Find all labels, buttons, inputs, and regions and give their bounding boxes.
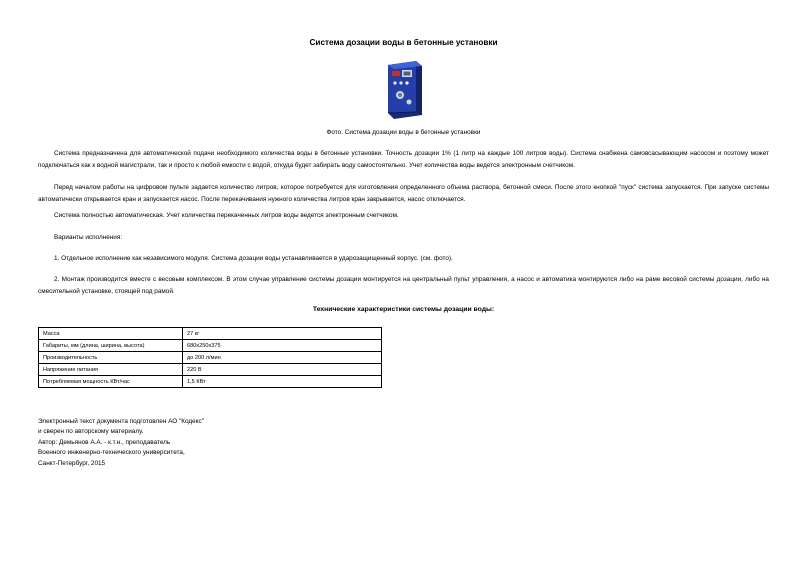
- spec-value: 220 В: [183, 364, 382, 376]
- spec-value: 1,5 КВт: [183, 376, 382, 388]
- document-footer: [38, 417, 204, 469]
- table-row: [39, 328, 382, 340]
- footer-line: Санкт-Петербург, 2015: [38, 459, 106, 467]
- footer-line: Автор: Демьянов А.А. - к.т.н., преподаватель: [38, 438, 171, 446]
- paragraph-purpose: Система предназначена для автоматической подачи необходимого количества воды в бетонные установки. Точность дозации 1% (1 литр на каждые 100 литров воды). Система снабжена самовсасывающим насосом и поэтому может подключаться как к водной магистрали, так и просто к любой емкости с водой, откуда будет забирать воду самостоятельно. Учет количества воды ведется электронным счетчиком.: [38, 150, 769, 169]
- document-title: Система дозации воды в бетонные установки: [309, 38, 498, 47]
- paragraph-operation: Перед началом работы на цифровом пульте задается количество литров, которое потребуется для изготовления определенного объема раствора, бетонной смеси. После этого кнопкой "пуск" система запускается. При запуске системы автоматически открывается кран и запускается насос. После перекачивания нужного количества литров кран закрывается, насос отключается.: [38, 184, 769, 203]
- specs-table: [38, 327, 382, 388]
- spec-label: Производительность: [39, 352, 183, 364]
- paragraph-variant-2: 2. Монтаж производится вместе с весовым комплексом. В этом случае управление системы дозации монтируется на центральный пульт управления, а насос и автоматика монтируются либо на раме весовой системы дозации, либо на смесительной установке, стоящей под рамой.: [38, 276, 769, 295]
- footer-line: Электронный текст документа подготовлен АО "Кодекс": [38, 418, 205, 425]
- table-row: [39, 364, 382, 376]
- water-dosing-device-photo: [382, 57, 426, 119]
- spec-value: до 200 л/мин: [183, 352, 382, 364]
- table-row: [39, 376, 382, 388]
- spec-label: Габариты, мм (длина, ширина, высота): [39, 340, 183, 352]
- table-row: [39, 340, 382, 352]
- footer-line: Военного инженерно-технического университета,: [38, 449, 185, 457]
- spec-label: Потребляемая мощность КВт/час: [39, 376, 183, 388]
- spec-value: 27 кг: [183, 328, 382, 340]
- spec-label: Масса: [39, 328, 183, 340]
- spec-value: 680х250х375: [183, 340, 382, 352]
- photo-caption: Фото. Система дозации воды в бетонные установки: [326, 129, 481, 136]
- spec-label: Напряжение питания: [39, 364, 183, 376]
- paragraph-variant-1: 1. Отдельное исполнение как независимого модуля. Система дозации воды устанавливается в ударозащищенный корпус. (см. фото).: [54, 255, 453, 262]
- paragraph-automation: Система полностью автоматическая. Учет количества перекаченных литров воды ведется электронным счетчиком.: [54, 212, 399, 219]
- specs-title: Технические характеристики системы дозации воды:: [312, 306, 495, 313]
- paragraph-variants-heading: Варианты исполнения:: [54, 234, 123, 241]
- footer-line: и сверен по авторскому материалу.: [38, 428, 144, 436]
- table-row: [39, 352, 382, 364]
